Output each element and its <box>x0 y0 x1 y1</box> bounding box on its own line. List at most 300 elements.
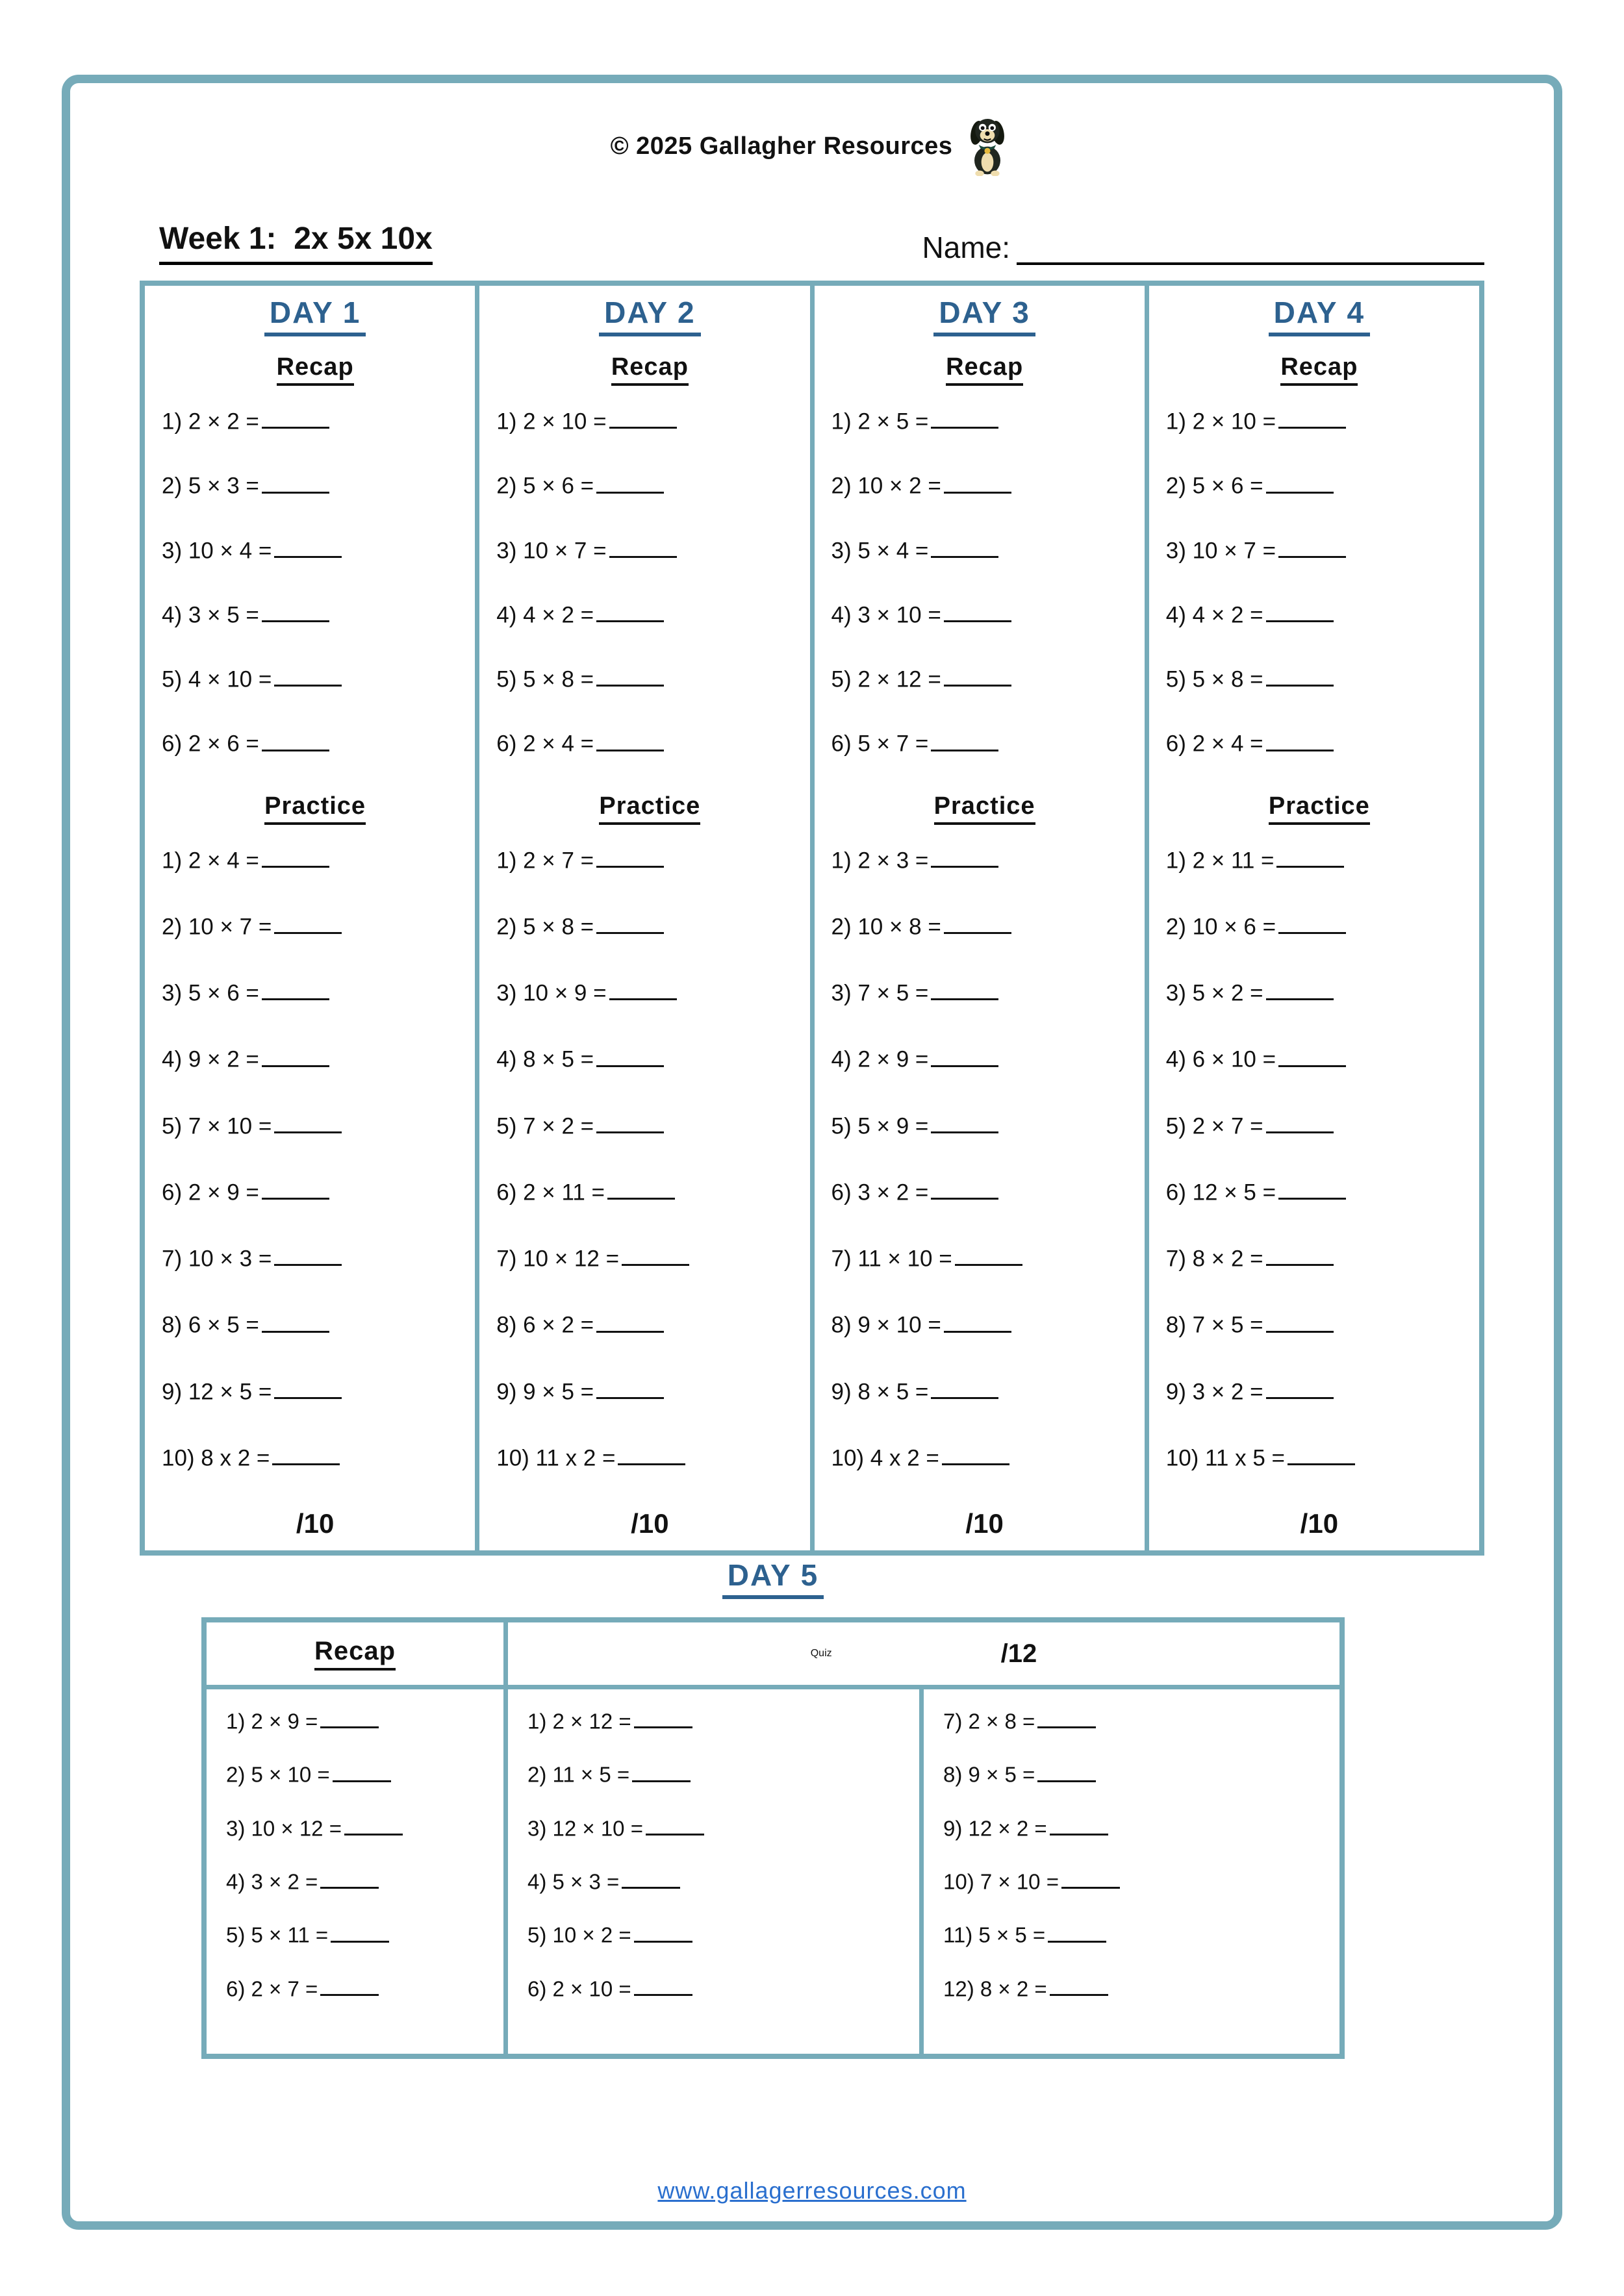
question-row <box>162 1176 468 1205</box>
answer-blank <box>262 1043 329 1066</box>
question-row <box>162 727 468 757</box>
recap-heading-text: Recap <box>277 353 354 386</box>
answer-blank <box>1050 1813 1108 1836</box>
question-text: 1) 2 × 10 = <box>496 409 607 435</box>
answer-blank <box>596 470 664 493</box>
question-row <box>1166 1043 1473 1072</box>
question-row <box>1166 470 1473 499</box>
day-title <box>1166 295 1473 336</box>
answer-blank <box>1266 663 1334 687</box>
answer-blank <box>1037 1706 1096 1728</box>
answer-blank <box>1278 535 1346 558</box>
answer-blank <box>274 1243 342 1266</box>
question-text: 6) 2 × 6 = <box>162 731 259 757</box>
question-row <box>496 535 803 564</box>
day-title <box>831 295 1138 336</box>
question-text: 6) 2 × 4 = <box>496 731 594 757</box>
question-text: 3) 12 × 10 = <box>527 1816 643 1841</box>
name-label: Name: <box>922 231 1010 264</box>
question-text: 4) 5 × 3 = <box>527 1869 620 1894</box>
question-text: 5) 4 × 10 = <box>162 666 272 692</box>
question-row <box>1166 1309 1473 1338</box>
question-row <box>943 1974 1336 2001</box>
question-row <box>226 1760 500 1787</box>
question-row <box>831 1110 1138 1139</box>
answer-blank <box>944 599 1011 622</box>
answer-blank <box>272 1442 340 1465</box>
recap-heading-text: Recap <box>946 353 1023 386</box>
answer-blank <box>609 535 677 558</box>
question-text: 8) 9 × 10 = <box>831 1312 941 1338</box>
question-text: 2) 5 × 6 = <box>496 473 594 499</box>
question-text: 5) 7 × 10 = <box>162 1113 272 1139</box>
question-text: 7) 2 × 8 = <box>943 1709 1035 1734</box>
answer-blank <box>274 911 342 934</box>
question-text: 10) 11 x 5 = <box>1165 1445 1285 1470</box>
answer-blank <box>344 1813 403 1836</box>
question-text: 2) 5 × 10 = <box>226 1762 330 1787</box>
question-text: 9) 8 × 5 = <box>831 1378 929 1404</box>
recap-heading-text: Recap <box>1280 353 1358 386</box>
question-row <box>496 1110 803 1139</box>
question-row <box>943 1760 1336 1787</box>
question-row <box>496 977 803 1006</box>
question-text: 6) 2 × 11 = <box>496 1180 605 1205</box>
answer-blank <box>262 727 329 751</box>
score-total: /10 <box>631 1508 669 1539</box>
question-row <box>831 844 1138 874</box>
question-text: 9) 12 × 5 = <box>162 1378 272 1404</box>
day-column <box>1149 286 1479 1550</box>
question-text: 2) 10 × 8 = <box>831 914 941 939</box>
question-row <box>162 1110 468 1139</box>
question-row <box>943 1706 1336 1734</box>
question-text: 4) 3 × 2 = <box>226 1869 318 1894</box>
question-row <box>527 1920 915 1947</box>
question-text: 2) 10 × 7 = <box>162 914 272 939</box>
question-text: 1) 2 × 7 = <box>496 847 594 873</box>
score-total: /10 <box>296 1508 335 1539</box>
answer-blank <box>262 599 329 622</box>
answer-blank <box>262 844 329 868</box>
question-text: 10) 7 × 10 = <box>943 1869 1059 1894</box>
question-row <box>496 1176 803 1205</box>
question-row <box>831 470 1138 499</box>
question-row <box>831 663 1138 692</box>
question-text: 5) 7 × 2 = <box>496 1113 594 1139</box>
question-text: 6) 2 × 10 = <box>527 1976 631 2001</box>
question-text: 6) 2 × 4 = <box>1165 731 1263 757</box>
day5-quiz-list-1 <box>508 1689 919 2054</box>
question-row <box>831 1309 1138 1338</box>
question-text: 2) 5 × 8 = <box>496 914 594 939</box>
question-text: 10) 8 x 2 = <box>162 1445 270 1470</box>
answer-blank <box>931 405 998 429</box>
question-text: 3) 10 × 9 = <box>496 980 607 1006</box>
score-total: /10 <box>965 1508 1004 1539</box>
dog-mascot-icon <box>961 114 1013 179</box>
day5-quiz-header <box>508 1622 1339 1685</box>
question-text: 6) 12 × 5 = <box>1165 1180 1276 1205</box>
day-column <box>815 286 1145 1550</box>
copyright-text: © 2025 Gallagher Resources <box>610 132 953 160</box>
day-title-text: DAY 2 <box>599 295 700 336</box>
question-text: 10) 4 x 2 = <box>831 1445 939 1470</box>
question-text: 1) 2 × 3 = <box>831 847 929 873</box>
day5-table <box>201 1617 1345 2059</box>
answer-blank <box>274 1110 342 1133</box>
question-text: 3) 5 × 6 = <box>162 980 259 1006</box>
question-row <box>1166 1376 1473 1405</box>
question-row <box>527 1867 915 1894</box>
question-text: 6) 2 × 9 = <box>162 1180 259 1205</box>
answer-blank <box>931 1110 998 1133</box>
title-row <box>159 221 1484 265</box>
question-row <box>1166 663 1473 692</box>
practice-heading <box>162 792 468 825</box>
answer-blank <box>1266 1376 1334 1399</box>
question-row <box>162 405 468 435</box>
question-row <box>226 1867 500 1894</box>
answer-blank <box>320 1974 379 1996</box>
day-title-text: DAY 4 <box>1269 295 1370 336</box>
practice-heading <box>831 792 1138 825</box>
question-row <box>1166 727 1473 757</box>
question-text: 1) 2 × 10 = <box>1165 409 1276 435</box>
question-text: 7) 10 × 12 = <box>496 1246 620 1272</box>
question-row <box>226 1920 500 1947</box>
answer-blank <box>1050 1974 1108 1996</box>
question-row <box>496 1043 803 1072</box>
answer-blank <box>320 1867 379 1889</box>
question-text: 3) 5 × 4 = <box>831 537 929 563</box>
question-row <box>496 911 803 940</box>
answer-blank <box>596 1043 664 1066</box>
answer-blank <box>634 1706 692 1728</box>
question-text: 4) 6 × 10 = <box>1165 1046 1276 1072</box>
question-row <box>943 1867 1336 1894</box>
answer-blank <box>596 1376 664 1399</box>
question-row <box>162 977 468 1006</box>
question-text: 4) 8 × 5 = <box>496 1046 594 1072</box>
answer-blank <box>607 1176 675 1200</box>
question-text: 9) 12 × 2 = <box>943 1816 1047 1841</box>
practice-list <box>1166 844 1473 1472</box>
practice-heading-text: Practice <box>264 792 366 825</box>
question-row <box>527 1706 915 1734</box>
question-row <box>496 1442 803 1471</box>
question-row <box>496 844 803 874</box>
question-text: 5) 2 × 12 = <box>831 666 941 692</box>
recap-heading <box>831 353 1138 386</box>
question-row <box>527 1813 915 1841</box>
question-text: 4) 2 × 9 = <box>831 1046 929 1072</box>
answer-blank <box>634 1920 692 1942</box>
answer-blank <box>274 663 342 687</box>
practice-heading <box>1166 792 1473 825</box>
answer-blank <box>596 663 664 687</box>
day5-title: DAY 5 <box>0 1558 1546 1599</box>
question-row <box>831 1176 1138 1205</box>
question-row <box>831 727 1138 757</box>
question-row <box>162 844 468 874</box>
question-row <box>162 1309 468 1338</box>
answer-blank <box>944 470 1011 493</box>
answer-blank <box>618 1442 685 1465</box>
answer-blank <box>944 663 1011 687</box>
question-row <box>831 599 1138 628</box>
question-text: 3) 10 × 12 = <box>226 1816 342 1841</box>
answer-blank <box>931 535 998 558</box>
question-text: 8) 6 × 2 = <box>496 1312 594 1338</box>
question-text: 6) 5 × 7 = <box>831 731 929 757</box>
question-text: 3) 5 × 2 = <box>1165 980 1263 1006</box>
answer-blank <box>320 1706 379 1728</box>
answer-blank <box>609 405 677 429</box>
answer-blank <box>274 535 342 558</box>
question-row <box>1166 1176 1473 1205</box>
question-row <box>162 599 468 628</box>
answer-blank <box>1266 599 1334 622</box>
practice-heading-text: Practice <box>1269 792 1370 825</box>
answer-blank <box>596 844 664 868</box>
day-column <box>479 286 809 1550</box>
answer-blank <box>1278 1043 1346 1066</box>
question-text: 10) 11 x 2 = <box>496 1445 616 1470</box>
question-row <box>943 1813 1336 1841</box>
page-title: Week 1: 2x 5x 10x <box>159 221 433 265</box>
question-row <box>496 727 803 757</box>
question-text: 2) 10 × 6 = <box>1165 914 1276 939</box>
day5-quiz-list-2 <box>924 1689 1339 2054</box>
question-text: 4) 4 × 2 = <box>496 602 594 627</box>
question-row <box>496 1243 803 1272</box>
question-row <box>162 1376 468 1405</box>
recap-list <box>831 405 1138 757</box>
answer-blank <box>931 727 998 751</box>
question-text: 4) 3 × 10 = <box>831 602 941 627</box>
recap-list <box>496 405 803 757</box>
answer-blank <box>1048 1920 1106 1942</box>
question-text: 1) 2 × 5 = <box>831 409 929 435</box>
question-text: 8) 7 × 5 = <box>1165 1312 1263 1338</box>
question-row <box>527 1974 915 2001</box>
question-text: 6) 2 × 7 = <box>226 1976 318 2001</box>
question-row <box>831 1243 1138 1272</box>
answer-blank <box>333 1760 391 1782</box>
answer-blank <box>931 1176 998 1200</box>
answer-blank <box>944 1309 1011 1332</box>
question-row <box>162 470 468 499</box>
question-row <box>496 405 803 435</box>
practice-heading-text: Practice <box>599 792 700 825</box>
answer-blank <box>931 844 998 868</box>
question-text: 7) 10 × 3 = <box>162 1246 272 1272</box>
answer-blank <box>942 1442 1009 1465</box>
question-text: 6) 3 × 2 = <box>831 1180 929 1205</box>
question-text: 12) 8 × 2 = <box>943 1976 1047 2001</box>
question-row <box>831 1043 1138 1072</box>
question-row <box>831 535 1138 564</box>
question-text: 8) 6 × 5 = <box>162 1312 259 1338</box>
answer-blank <box>1266 977 1334 1000</box>
recap-heading <box>162 353 468 386</box>
question-text: 2) 5 × 3 = <box>162 473 259 499</box>
practice-list <box>831 844 1138 1472</box>
name-blank-line <box>1017 252 1484 265</box>
question-row <box>527 1760 915 1787</box>
footer-link[interactable]: www.gallagerresources.com <box>657 2177 967 2204</box>
answer-blank <box>596 1309 664 1332</box>
question-text: 3) 10 × 7 = <box>496 537 607 563</box>
question-row <box>1166 977 1473 1006</box>
answer-blank <box>632 1760 691 1782</box>
question-text: 11) 5 × 5 = <box>943 1923 1046 1947</box>
answer-blank <box>596 1110 664 1133</box>
question-text: 1) 2 × 9 = <box>226 1709 318 1734</box>
question-text: 5) 5 × 8 = <box>1165 666 1263 692</box>
question-text: 2) 11 × 5 = <box>527 1762 630 1787</box>
question-text: 9) 9 × 5 = <box>496 1378 594 1404</box>
answer-blank <box>1266 1110 1334 1133</box>
answer-blank <box>1276 844 1344 868</box>
question-text: 3) 10 × 4 = <box>162 537 272 563</box>
day-title-text: DAY 3 <box>933 295 1035 336</box>
answer-blank <box>1266 470 1334 493</box>
answer-blank <box>262 470 329 493</box>
question-row <box>831 1376 1138 1405</box>
answer-blank <box>931 1043 998 1066</box>
question-text: 3) 10 × 7 = <box>1165 537 1276 563</box>
question-text: 5) 5 × 8 = <box>496 666 594 692</box>
question-text: 1) 2 × 11 = <box>1165 847 1275 873</box>
answer-blank <box>1266 1243 1334 1266</box>
quiz-score-total: /12 <box>1000 1639 1037 1668</box>
answer-blank <box>634 1974 692 1996</box>
question-row <box>943 1920 1336 1947</box>
recap-heading-text: Recap <box>611 353 689 386</box>
answer-blank <box>1266 1309 1334 1332</box>
question-row <box>1166 1243 1473 1272</box>
question-row <box>496 599 803 628</box>
question-text: 5) 2 × 7 = <box>1165 1113 1263 1139</box>
question-row <box>831 911 1138 940</box>
answer-blank <box>1266 727 1334 751</box>
question-row <box>831 405 1138 435</box>
answer-blank <box>1278 1176 1346 1200</box>
question-text: 5) 5 × 11 = <box>226 1923 329 1947</box>
answer-blank <box>944 911 1011 934</box>
question-row <box>496 1309 803 1338</box>
header-row <box>0 114 1624 179</box>
question-row <box>226 1813 500 1841</box>
day5-recap-list <box>207 1689 503 2054</box>
answer-blank <box>622 1867 680 1889</box>
question-row <box>162 535 468 564</box>
footer <box>0 2177 1624 2204</box>
answer-blank <box>596 727 664 751</box>
question-text: 4) 4 × 2 = <box>1165 602 1263 627</box>
day-title <box>496 295 803 336</box>
question-text: 3) 7 × 5 = <box>831 980 929 1006</box>
answer-blank <box>262 405 329 429</box>
day-title <box>162 295 468 336</box>
question-row <box>162 1442 468 1471</box>
recap-heading <box>496 353 803 386</box>
answer-blank <box>609 977 677 1000</box>
answer-blank <box>596 599 664 622</box>
answer-blank <box>931 977 998 1000</box>
day5-recap-header: Recap <box>207 1622 503 1685</box>
question-row <box>1166 405 1473 435</box>
question-text: 1) 2 × 12 = <box>527 1709 631 1734</box>
question-text: 9) 3 × 2 = <box>1165 1378 1263 1404</box>
question-row <box>226 1974 500 2001</box>
day-title-text: DAY 1 <box>264 295 366 336</box>
question-text: 8) 9 × 5 = <box>943 1762 1035 1787</box>
question-row <box>1166 599 1473 628</box>
question-row <box>831 977 1138 1006</box>
score-total: /10 <box>1300 1508 1339 1539</box>
answer-blank <box>1288 1442 1355 1465</box>
question-text: 5) 10 × 2 = <box>527 1923 631 1947</box>
question-text: 2) 5 × 6 = <box>1165 473 1263 499</box>
recap-heading <box>1166 353 1473 386</box>
answer-blank <box>262 1309 329 1332</box>
answer-blank <box>646 1813 704 1836</box>
question-row <box>496 470 803 499</box>
practice-heading <box>496 792 803 825</box>
question-text: 4) 3 × 5 = <box>162 602 259 627</box>
answer-blank <box>262 977 329 1000</box>
question-text: 1) 2 × 2 = <box>162 409 259 435</box>
answer-blank <box>1278 911 1346 934</box>
answer-blank <box>1278 405 1346 429</box>
question-row <box>496 1376 803 1405</box>
question-text: 5) 5 × 9 = <box>831 1113 929 1139</box>
answer-blank <box>955 1243 1022 1266</box>
question-row <box>1166 1442 1473 1471</box>
question-row <box>162 1243 468 1272</box>
question-text: 7) 11 × 10 = <box>831 1246 952 1272</box>
question-row <box>1166 911 1473 940</box>
question-text: 2) 10 × 2 = <box>831 473 941 499</box>
answer-blank <box>1061 1867 1120 1889</box>
answer-blank <box>622 1243 689 1266</box>
question-row <box>162 1043 468 1072</box>
question-row <box>226 1706 500 1734</box>
question-text: 1) 2 × 4 = <box>162 847 259 873</box>
day-column <box>145 286 475 1550</box>
quiz-label: Quiz <box>810 1648 832 1659</box>
days-grid <box>140 281 1484 1556</box>
question-text: 4) 9 × 2 = <box>162 1046 259 1072</box>
question-row <box>162 911 468 940</box>
answer-blank <box>1037 1760 1096 1782</box>
answer-blank <box>596 911 664 934</box>
answer-blank <box>931 1376 998 1399</box>
practice-list <box>162 844 468 1472</box>
question-text: 7) 8 × 2 = <box>1165 1246 1263 1272</box>
answer-blank <box>274 1376 342 1399</box>
recap-list <box>1166 405 1473 757</box>
answer-blank <box>331 1920 389 1942</box>
question-row <box>496 663 803 692</box>
recap-list <box>162 405 468 757</box>
practice-heading-text: Practice <box>934 792 1035 825</box>
question-row <box>162 663 468 692</box>
answer-blank <box>262 1176 329 1200</box>
